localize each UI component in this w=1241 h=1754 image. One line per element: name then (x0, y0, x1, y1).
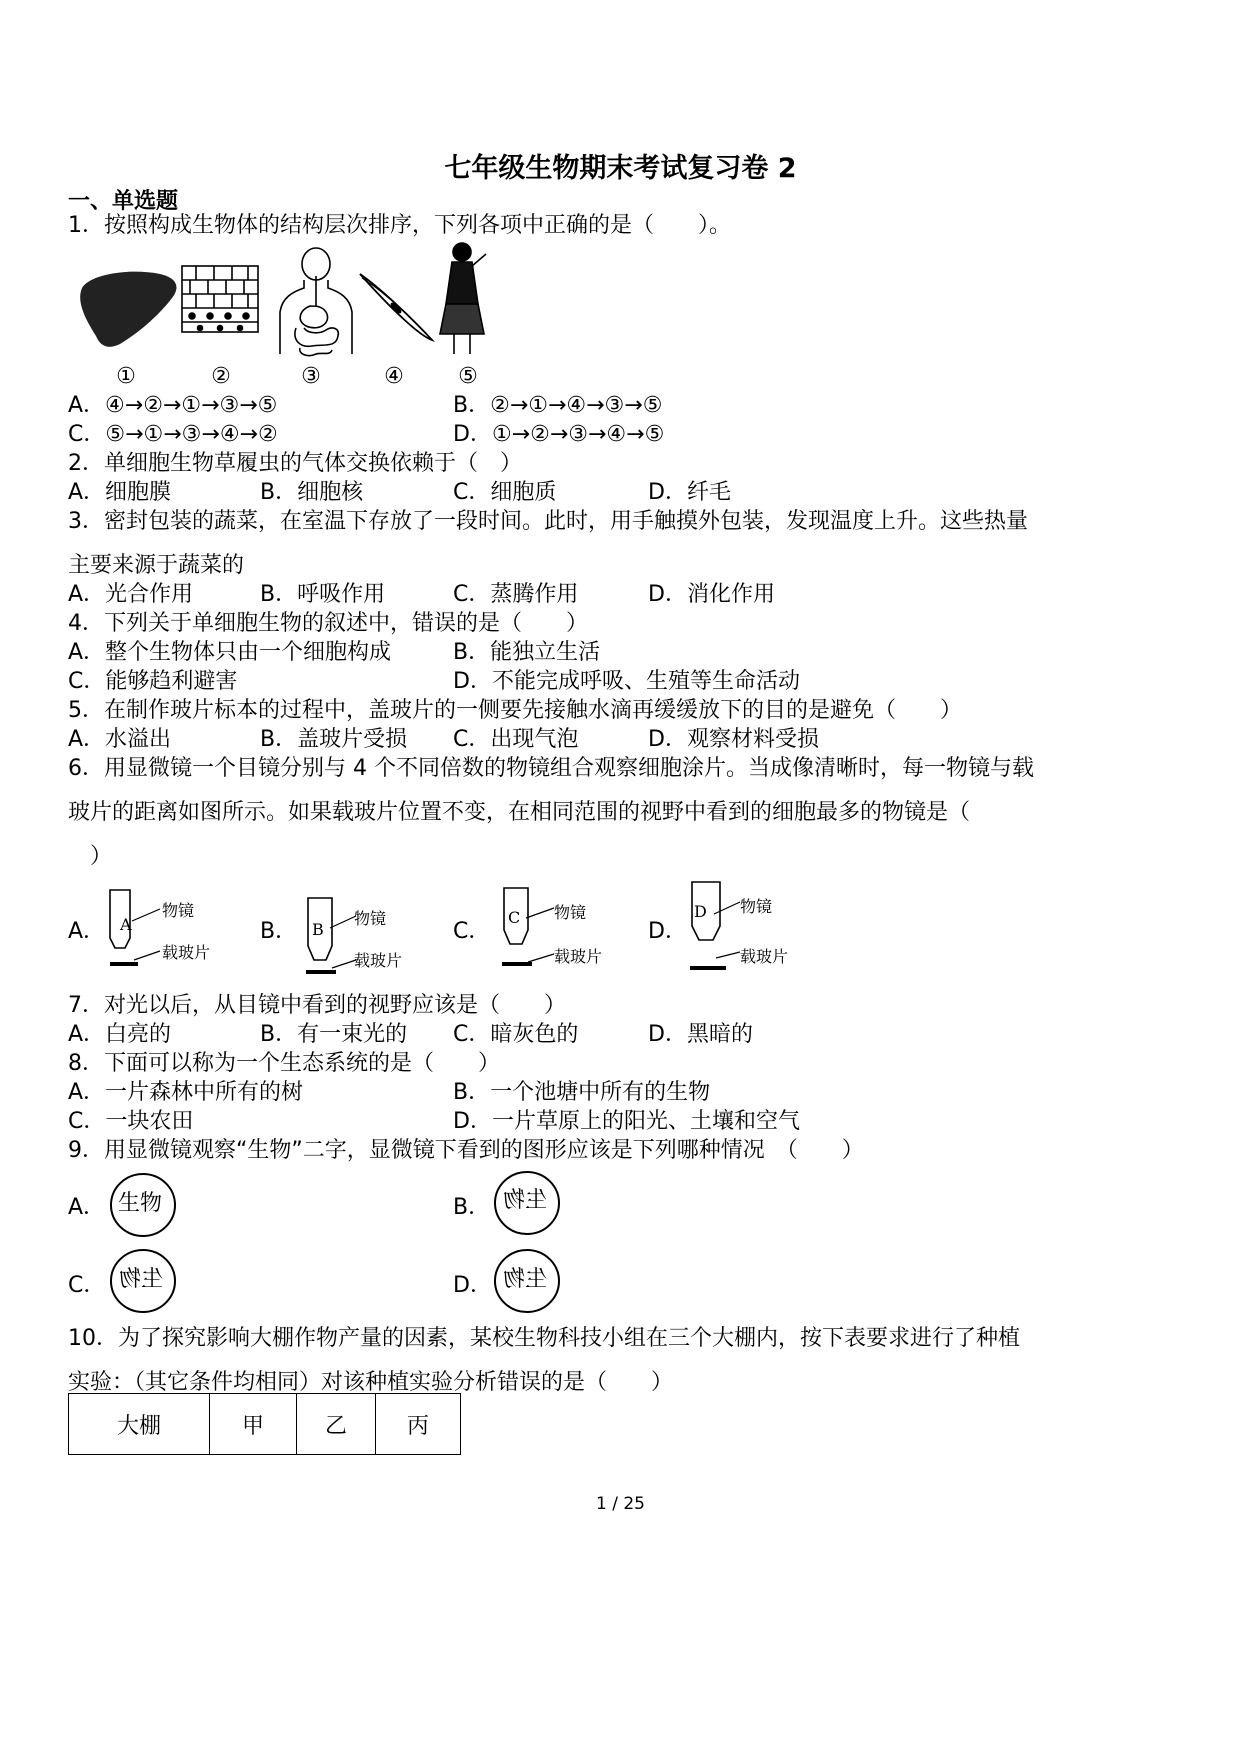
lens-c-leader-lines (524, 902, 558, 964)
q3-option-a[interactable]: A．光合作用 (68, 582, 194, 607)
q5-option-a[interactable]: A．水溢出 (68, 727, 172, 752)
lens-b-objective-label: 物镜 (354, 909, 387, 928)
lens-d-objective-label: 物镜 (740, 897, 773, 916)
circle-a-text: 生物 (118, 1191, 163, 1216)
question-1-stem: 1．按照构成生物体的结构层次排序，下列各项中正确的是（ ）。 (68, 213, 731, 238)
figure-label-2: ② (211, 364, 231, 389)
digestive-system-image (280, 248, 352, 356)
question-6-stem-line3: ） (68, 844, 113, 869)
lens-letter-d: D (694, 902, 707, 921)
q2-option-b[interactable]: B．细胞核 (260, 480, 364, 505)
circle-d-text: 生物 (503, 1267, 548, 1292)
q4-option-a[interactable]: A．整个生物体只由一个细胞构成 (68, 640, 392, 665)
question-6-stem-line2: 玻片的距离如图所示。如果载玻片位置不变，在相同范围的视野中看到的细胞最多的物镜是（ (68, 800, 971, 825)
muscle-cell-image (360, 274, 432, 340)
q2-option-c[interactable]: C．细胞质 (453, 480, 557, 505)
q1-option-c[interactable]: C．⑤→①→③→④→② (68, 422, 278, 447)
question-6-stem-line1: 6．用显微镜一个目镜分别与 4 个不同倍数的物镜组合观察细胞涂片。当成像清晰时，每一物镜与载 (68, 756, 1034, 781)
human-image (440, 243, 486, 354)
q8-option-d[interactable]: D．一片草原上的阳光、土壤和空气 (453, 1109, 800, 1134)
page-number: 1 / 25 (596, 1494, 645, 1514)
q8-option-c[interactable]: C．一块农田 (68, 1109, 194, 1134)
q9-option-c[interactable]: C． (68, 1273, 106, 1298)
lens-letter-c: C (508, 908, 521, 927)
lens-d-slide-label: 载玻片 (740, 947, 789, 966)
q2-option-a[interactable]: A．细胞膜 (68, 480, 172, 505)
question-8-stem: 8．下面可以称为一个生态系统的是（ ） (68, 1051, 500, 1076)
q4-option-c[interactable]: C．能够趋利避害 (68, 669, 238, 694)
question-2-stem: 2．单细胞生物草履虫的气体交换依赖于（ ） (68, 451, 522, 476)
tissue-image (182, 266, 258, 332)
question-5-stem: 5．在制作玻片标本的过程中，盖玻片的一侧要先接触水滴再缓缓放下的目的是避免（ ） (68, 698, 963, 723)
question-3-stem-line2: 主要来源于蔬菜的 (68, 553, 245, 578)
lens-b-slide-label: 载玻片 (354, 951, 403, 970)
q1-option-d[interactable]: D．①→②→③→④→⑤ (453, 422, 665, 447)
q8-option-b[interactable]: B．一个池塘中所有的生物 (453, 1080, 711, 1105)
q1-option-a[interactable]: A．④→②→①→③→⑤ (68, 393, 278, 418)
q8-option-a[interactable]: A．一片森林中所有的树 (68, 1080, 304, 1105)
q9-option-d[interactable]: D． (453, 1273, 492, 1298)
q1-option-b[interactable]: B．②→①→④→③→⑤ (453, 393, 663, 418)
liver-image (80, 272, 176, 347)
figure-label-5: ⑤ (458, 364, 478, 389)
lens-letter-b: B (312, 920, 324, 939)
lens-c-objective-label: 物镜 (554, 903, 587, 922)
q3-option-b[interactable]: B．呼吸作用 (260, 582, 386, 607)
q6-option-a[interactable]: A． (68, 919, 106, 944)
q9-option-b[interactable]: B． (453, 1195, 491, 1220)
question-3-stem-line1: 3．密封包装的蔬菜，在室温下存放了一段时间。此时，用手触摸外包装，发现温度上升。这些热量 (68, 509, 1029, 534)
page-title: 七年级生物期末考试复习卷 2 (444, 153, 797, 184)
lens-a-objective-label: 物镜 (162, 901, 195, 920)
question-4-stem: 4．下列关于单细胞生物的叙述中，错误的是（ ） (68, 611, 588, 636)
q7-option-a[interactable]: A．白亮的 (68, 1022, 172, 1047)
figure-label-1: ① (116, 364, 136, 389)
question-10-stem-line2: 实验：（其它条件均相同）对该种植实验分析错误的是（ ） (68, 1370, 674, 1395)
lens-letter-a: A (120, 915, 132, 934)
table-header-yi: 乙 (297, 1394, 376, 1455)
q7-option-b[interactable]: B．有一束光的 (260, 1022, 408, 1047)
table-row (69, 1394, 461, 1455)
q4-option-d[interactable]: D．不能完成呼吸、生殖等生命活动 (453, 669, 800, 694)
experiment-table (68, 1393, 461, 1455)
section-heading: 一、单选题 (68, 189, 179, 214)
figure-label-4: ④ (384, 364, 404, 389)
q3-option-d[interactable]: D．消化作用 (648, 582, 775, 607)
question-7-stem: 7．对光以后，从目镜中看到的视野应该是（ ） (68, 993, 566, 1018)
q6-option-b[interactable]: B． (260, 919, 298, 944)
table-header-greenhouse: 大棚 (69, 1394, 210, 1455)
q5-option-d[interactable]: D．观察材料受损 (648, 727, 819, 752)
lens-a-slide-label: 载玻片 (162, 943, 211, 962)
q7-option-c[interactable]: C．暗灰色的 (453, 1022, 579, 1047)
q5-option-c[interactable]: C．出现气泡 (453, 727, 579, 752)
q2-option-d[interactable]: D．纤毛 (648, 480, 731, 505)
q6-option-d[interactable]: D． (648, 919, 687, 944)
lens-a-leader-lines (130, 905, 164, 965)
figure-label-3: ③ (301, 364, 321, 389)
question-10-stem-line1: 10．为了探究影响大棚作物产量的因素，某校生物科技小组在三个大棚内，按下表要求进行了种植 (68, 1326, 1020, 1351)
q7-option-d[interactable]: D．黑暗的 (648, 1022, 753, 1047)
table-header-bing: 丙 (376, 1394, 461, 1455)
circle-c-text: 生物 (119, 1267, 164, 1292)
question-9-stem: 9．用显微镜观察“生物”二字，显微镜下看到的图形应该是下列哪种情况 （ ） (68, 1138, 864, 1163)
circle-b-text: 生物 (503, 1188, 548, 1213)
lens-c-slide-label: 载玻片 (554, 947, 603, 966)
q9-option-a[interactable]: A． (68, 1195, 106, 1220)
q5-option-b[interactable]: B．盖玻片受损 (260, 727, 408, 752)
q3-option-c[interactable]: C．蒸腾作用 (453, 582, 579, 607)
q6-option-c[interactable]: C． (453, 919, 491, 944)
q4-option-b[interactable]: B．能独立生活 (453, 640, 601, 665)
table-header-jia: 甲 (210, 1394, 297, 1455)
